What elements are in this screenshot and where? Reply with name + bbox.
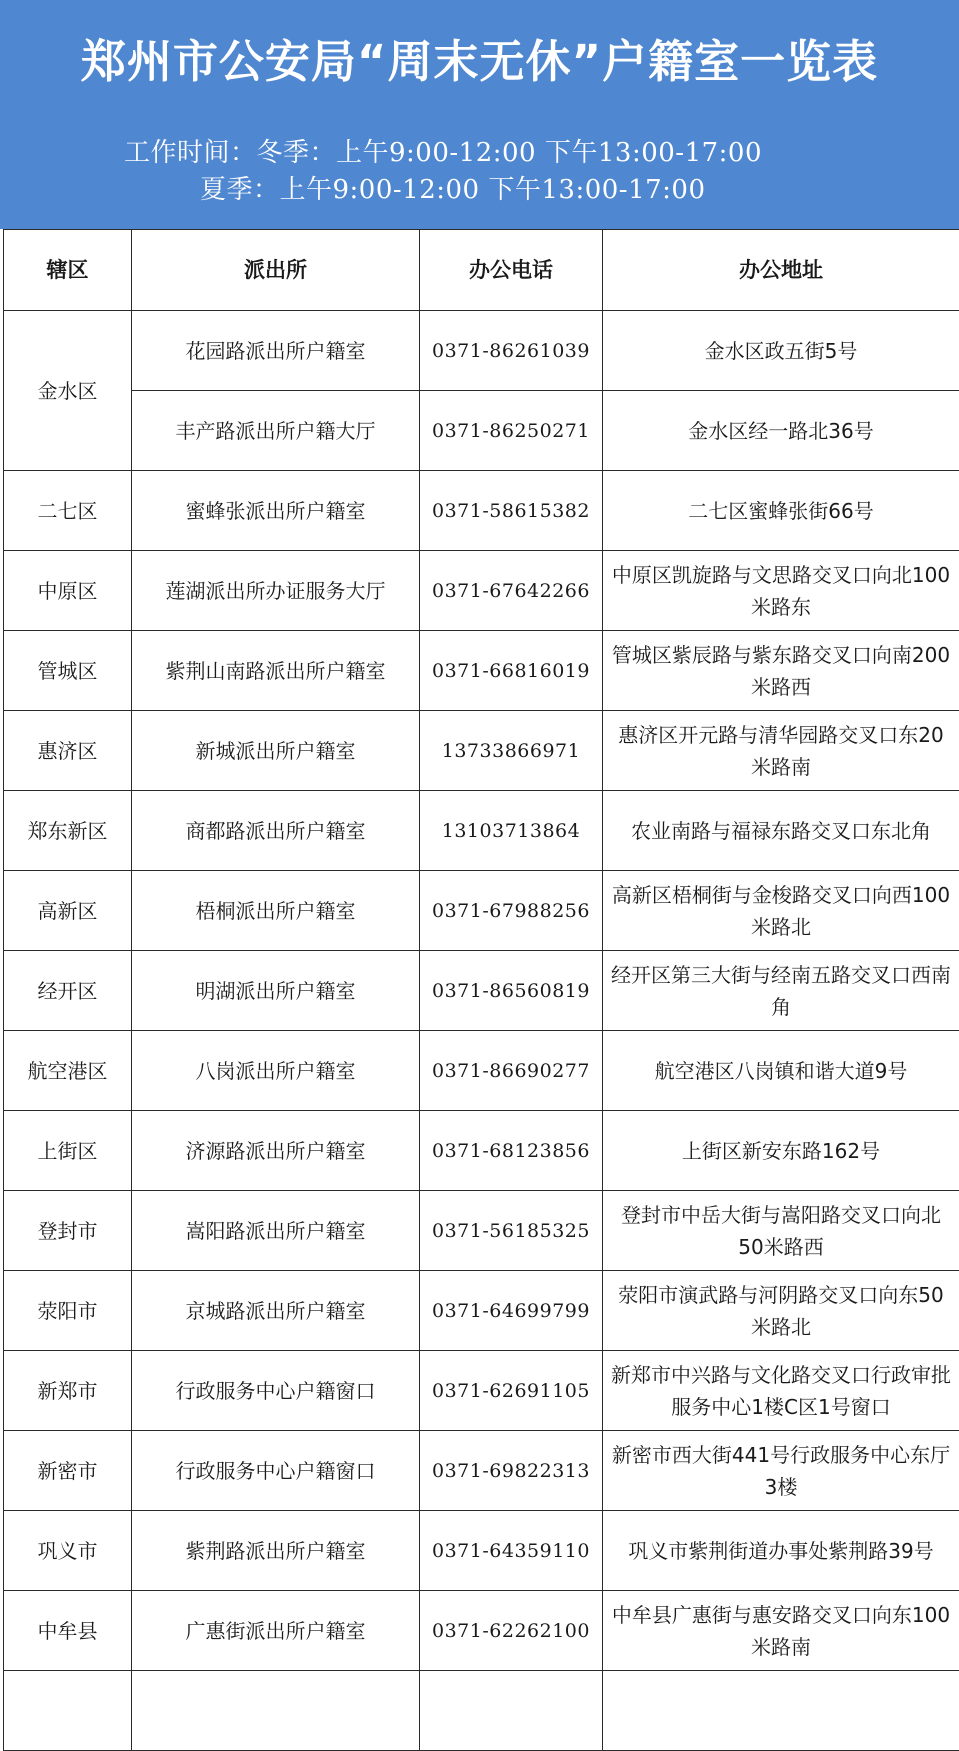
- phone-cell: 0371-56185325: [420, 1191, 603, 1271]
- address-cell: 新密市西大街441号行政服务中心东厅3楼: [603, 1431, 959, 1511]
- table-row: [4, 711, 959, 791]
- table-row: [4, 791, 959, 871]
- phone-cell: 13733866971: [420, 711, 603, 791]
- district-cell: 中牟县: [4, 1591, 132, 1671]
- district-cell: 高新区: [4, 871, 132, 951]
- table-row: [4, 1351, 959, 1431]
- phone-cell: 0371-62262100: [420, 1591, 603, 1671]
- station-cell: 行政服务中心户籍窗口: [132, 1431, 420, 1511]
- address-cell: 中原区凯旋路与文思路交叉口向北100米路东: [603, 551, 959, 631]
- station-cell: 蜜蜂张派出所户籍室: [132, 471, 420, 551]
- station-cell: 行政服务中心户籍窗口: [132, 1351, 420, 1431]
- address-cell: 巩义市紫荆街道办事处紫荆路39号: [603, 1511, 959, 1591]
- column-header-station: 派出所: [132, 230, 420, 311]
- station-cell: 新城派出所户籍室: [132, 711, 420, 791]
- phone-cell: 0371-86261039: [420, 311, 603, 391]
- district-cell: [4, 1671, 132, 1751]
- phone-cell: 0371-62691105: [420, 1351, 603, 1431]
- district-cell: 登封市: [4, 1191, 132, 1271]
- station-cell: [132, 1671, 420, 1751]
- phone-cell: 0371-67642266: [420, 551, 603, 631]
- address-cell: [603, 1671, 959, 1751]
- address-cell: 农业南路与福禄东路交叉口东北角: [603, 791, 959, 871]
- address-cell: 登封市中岳大街与嵩阳路交叉口向北50米路西: [603, 1191, 959, 1271]
- station-cell: 莲湖派出所办证服务大厅: [132, 551, 420, 631]
- table-row: [4, 1431, 959, 1511]
- district-cell: 荥阳市: [4, 1271, 132, 1351]
- address-cell: 经开区第三大街与经南五路交叉口西南角: [603, 951, 959, 1031]
- address-cell: 二七区蜜蜂张街66号: [603, 471, 959, 551]
- district-cell: 管城区: [4, 631, 132, 711]
- column-header-address: 办公地址: [603, 230, 959, 311]
- address-cell: 惠济区开元路与清华园路交叉口东20米路南: [603, 711, 959, 791]
- station-cell: 明湖派出所户籍室: [132, 951, 420, 1031]
- station-cell: 广惠街派出所户籍室: [132, 1591, 420, 1671]
- station-cell: 丰产路派出所户籍大厅: [132, 391, 420, 471]
- table-row: [4, 1591, 959, 1671]
- table-row: [4, 1511, 959, 1591]
- address-cell: 金水区政五街5号: [603, 311, 959, 391]
- district-cell: 惠济区: [4, 711, 132, 791]
- address-cell: 管城区紫辰路与紫东路交叉口向南200米路西: [603, 631, 959, 711]
- table-row: [4, 391, 959, 471]
- table-row: [4, 1271, 959, 1351]
- station-cell: 嵩阳路派出所户籍室: [132, 1191, 420, 1271]
- district-cell: 新郑市: [4, 1351, 132, 1431]
- phone-cell: 0371-86560819: [420, 951, 603, 1031]
- phone-cell: 0371-86250271: [420, 391, 603, 471]
- district-cell: 新密市: [4, 1431, 132, 1511]
- phone-cell: 0371-64359110: [420, 1511, 603, 1591]
- district-cell: 中原区: [4, 551, 132, 631]
- address-cell: 高新区梧桐街与金梭路交叉口向西100米路北: [603, 871, 959, 951]
- table-row: [4, 631, 959, 711]
- address-cell: 荥阳市演武路与河阴路交叉口向东50米路北: [603, 1271, 959, 1351]
- district-cell: 郑东新区: [4, 791, 132, 871]
- table-row: [4, 1031, 959, 1111]
- phone-cell: 0371-69822313: [420, 1431, 603, 1511]
- table-header-row: [4, 230, 959, 311]
- page-title: 郑州市公安局“周末无休”户籍室一览表: [0, 30, 959, 94]
- station-cell: 紫荆山南路派出所户籍室: [132, 631, 420, 711]
- address-cell: 中牟县广惠街与惠安路交叉口向东100米路南: [603, 1591, 959, 1671]
- table-row: [4, 471, 959, 551]
- working-hours-winter: 工作时间：冬季：上午9:00-12:00 下午13:00-17:00: [124, 135, 762, 171]
- header-banner: [0, 0, 959, 229]
- district-cell: 金水区: [4, 311, 132, 471]
- address-cell: 航空港区八岗镇和谐大道9号: [603, 1031, 959, 1111]
- table-row: [4, 951, 959, 1031]
- column-header-district: 辖区: [4, 230, 132, 311]
- phone-cell: [420, 1671, 603, 1751]
- table-row: [4, 551, 959, 631]
- column-header-phone: 办公电话: [420, 230, 603, 311]
- station-cell: 商都路派出所户籍室: [132, 791, 420, 871]
- station-cell: 花园路派出所户籍室: [132, 311, 420, 391]
- address-cell: 新郑市中兴路与文化路交叉口行政审批服务中心1楼C区1号窗口: [603, 1351, 959, 1431]
- table-row: [4, 1191, 959, 1271]
- phone-cell: 0371-68123856: [420, 1111, 603, 1191]
- station-cell: 紫荆路派出所户籍室: [132, 1511, 420, 1591]
- address-cell: 金水区经一路北36号: [603, 391, 959, 471]
- district-cell: 二七区: [4, 471, 132, 551]
- table-row: [4, 311, 959, 391]
- phone-cell: 0371-64699799: [420, 1271, 603, 1351]
- station-cell: 京城路派出所户籍室: [132, 1271, 420, 1351]
- district-cell: 巩义市: [4, 1511, 132, 1591]
- station-cell: 八岗派出所户籍室: [132, 1031, 420, 1111]
- district-cell: 航空港区: [4, 1031, 132, 1111]
- phone-cell: 0371-66816019: [420, 631, 603, 711]
- working-hours-summer: 夏季：上午9:00-12:00 下午13:00-17:00: [200, 172, 706, 208]
- phone-cell: 13103713864: [420, 791, 603, 871]
- phone-cell: 0371-67988256: [420, 871, 603, 951]
- table-row: [4, 871, 959, 951]
- district-cell: 上街区: [4, 1111, 132, 1191]
- station-cell: 济源路派出所户籍室: [132, 1111, 420, 1191]
- phone-cell: 0371-86690277: [420, 1031, 603, 1111]
- address-cell: 上街区新安东路162号: [603, 1111, 959, 1191]
- district-cell: 经开区: [4, 951, 132, 1031]
- registry-table: [3, 229, 959, 1751]
- station-cell: 梧桐派出所户籍室: [132, 871, 420, 951]
- table-row: [4, 1111, 959, 1191]
- table-row: [4, 1671, 959, 1751]
- phone-cell: 0371-58615382: [420, 471, 603, 551]
